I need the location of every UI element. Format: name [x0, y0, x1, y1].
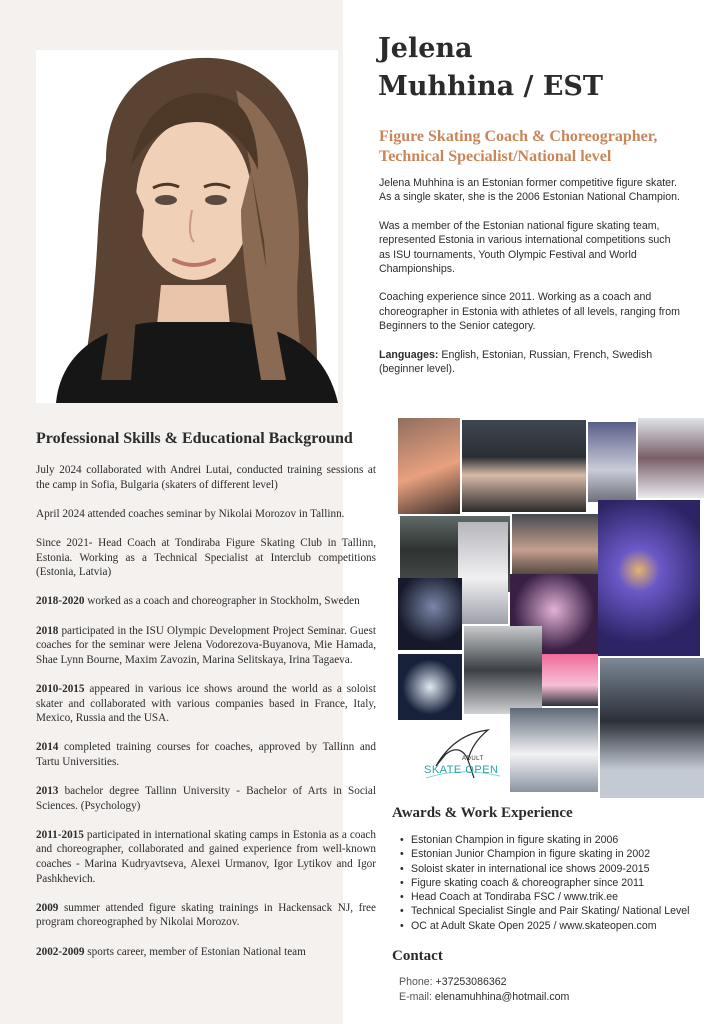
bio-paragraph: Coaching experience since 2011. Working as a coach and choreographer in Estonia with athletes of all levels, ranging from Beginners to the Senior category. — [379, 291, 680, 333]
skills-entry — [36, 463, 376, 492]
bio-paragraph: Jelena Muhhina is an Estonian former competitive figure skater. As a single skater, she is the 2006 Estonian National Champion. — [379, 177, 680, 204]
entry-year: 2009 — [36, 901, 59, 914]
skills-entry — [36, 828, 376, 886]
collage-photo — [600, 658, 704, 798]
award-item: • Estonian Junior Champion in figure skating in 2002 — [397, 847, 717, 861]
entry-text: worked as a coach and choreographer in Stockholm, Sweden — [84, 595, 360, 608]
languages-value: English, Estonian, Russian, French, Swedish (beginner level). — [379, 348, 653, 376]
skills-entry — [36, 624, 376, 668]
collage-photo — [638, 418, 704, 498]
phone-number[interactable]: +37253086362 — [435, 976, 507, 988]
awards-heading: Awards & Work Experience — [392, 805, 573, 821]
collage-photo — [598, 500, 700, 656]
photo-collage — [398, 418, 704, 798]
name-line-2: Muhhina / EST — [378, 71, 603, 102]
skills-entry — [36, 594, 376, 609]
skills-entry — [36, 945, 376, 960]
skills-entry — [36, 740, 376, 769]
collage-photo — [398, 654, 462, 720]
skills-entry — [36, 507, 376, 522]
entry-year: 2018 — [36, 624, 59, 637]
skills-entry — [36, 901, 376, 930]
award-item: • Figure skating coach & choreographer since 2011 — [397, 876, 717, 890]
entry-text: bachelor degree Tallinn University - Bachelor of Arts in Social Sciences. (Psychology) — [36, 785, 376, 812]
contact-info — [399, 975, 569, 1005]
bio-paragraph: Was a member of the Estonian national figure skating team, represented Estonia in various international competitions such as ISU tournaments, Youth Olympic Festival and World Championships. — [379, 219, 671, 276]
logo-text-main: SKATE OPEN — [424, 764, 499, 776]
entry-text: participated in the ISU Olympic Development Project Seminar. Guest coaches for the seminar were Jelena Vodorezova-Buyanova, Mie Hamada, Shae Lynn Bourne, Maxim Zavozin, Marina Selitskaya, Irina Tagaeva. — [36, 624, 376, 666]
entry-year: 2010-2015 — [36, 682, 85, 695]
collage-photo — [542, 654, 598, 706]
collage-photo — [458, 522, 508, 624]
award-item: • Head Coach at Tondiraba FSC / www.trik.ee — [397, 890, 717, 904]
collage-photo — [398, 418, 460, 514]
person-name — [378, 30, 708, 106]
skills-entry — [36, 682, 376, 726]
entry-text: appeared in various ice shows around the world as a soloist skater and collaborated with various companies based in France, Italy, Mexico, Russia and the USA. — [36, 682, 376, 725]
entry-text: Since 2021- Head Coach at Tondiraba Figure Skating Club in Tallinn, Estonia. Working as a Technical Specialist at Interclub competitions (Estonia, Latvia) — [36, 536, 376, 579]
contact-heading: Contact — [392, 948, 443, 964]
skills-heading: Professional Skills & Educational Background — [36, 430, 353, 447]
award-item: • OC at Adult Skate Open 2025 / www.skateopen.com — [397, 919, 717, 933]
award-item: • Soloist skater in international ice shows 2009-2015 — [397, 862, 717, 876]
phone-row — [399, 975, 569, 990]
collage-photo — [398, 578, 462, 650]
awards-list — [397, 833, 717, 933]
logo-text-top: ADULT — [462, 756, 484, 762]
phone-label: Phone: — [399, 976, 433, 988]
award-item: • Estonian Champion in figure skating in 2006 — [397, 833, 717, 847]
entry-text: July 2024 collaborated with Andrei Lutai, conducted training sessions at the camp in Sofia, Bulgaria (skaters of different level) — [36, 464, 376, 491]
skills-entry — [36, 536, 376, 580]
entry-year: 2002-2009 — [36, 945, 85, 958]
skills-list — [36, 463, 376, 974]
entry-text: completed training courses for coaches, approved by Tallinn and Tartu Universities. — [36, 741, 376, 768]
name-line-1: Jelena — [378, 33, 473, 64]
email-label: E-mail: — [399, 991, 432, 1003]
job-title-line-2: Technical Specialist/National level — [379, 148, 612, 165]
entry-text: summer attended figure skating trainings in Hackensack NJ, free program choreographed by Nikolai Morozov. — [36, 901, 376, 929]
email-address[interactable]: elenamuhhina@hotmail.com — [434, 991, 570, 1003]
portrait-photo — [36, 50, 338, 403]
languages-label: Languages: — [379, 348, 439, 361]
collage-photo — [462, 420, 586, 512]
entry-text: participated in international skating camps in Estonia as a coach and choreographer, collaborated and gained experience from well-known coaches - Marina Kudryavtseva, Alexei Urmanov, Igor Lytikov and Igor Pashkhevich. — [36, 828, 376, 885]
email-row — [399, 990, 569, 1005]
entry-year: 2011-2015 — [36, 828, 84, 841]
entry-year: 2013 — [36, 785, 59, 798]
collage-photo — [510, 708, 598, 792]
entry-year: 2018-2020 — [36, 595, 85, 608]
job-title-line-1: Figure Skating Coach & Choreographer, — [379, 128, 658, 145]
collage-photo — [464, 626, 542, 714]
entry-year: 2014 — [36, 741, 59, 754]
languages — [379, 348, 683, 377]
entry-text: sports career, member of Estonian National team — [84, 945, 306, 958]
entry-text: April 2024 attended coaches seminar by Nikolai Morozov in Tallinn. — [36, 507, 345, 520]
skills-entry — [36, 784, 376, 813]
collage-photo — [588, 422, 636, 502]
bio-section — [379, 176, 683, 390]
job-title — [379, 127, 709, 167]
adult-skate-open-logo — [416, 720, 508, 792]
award-item: • Technical Specialist Single and Pair Skating/ National Level — [397, 904, 717, 918]
